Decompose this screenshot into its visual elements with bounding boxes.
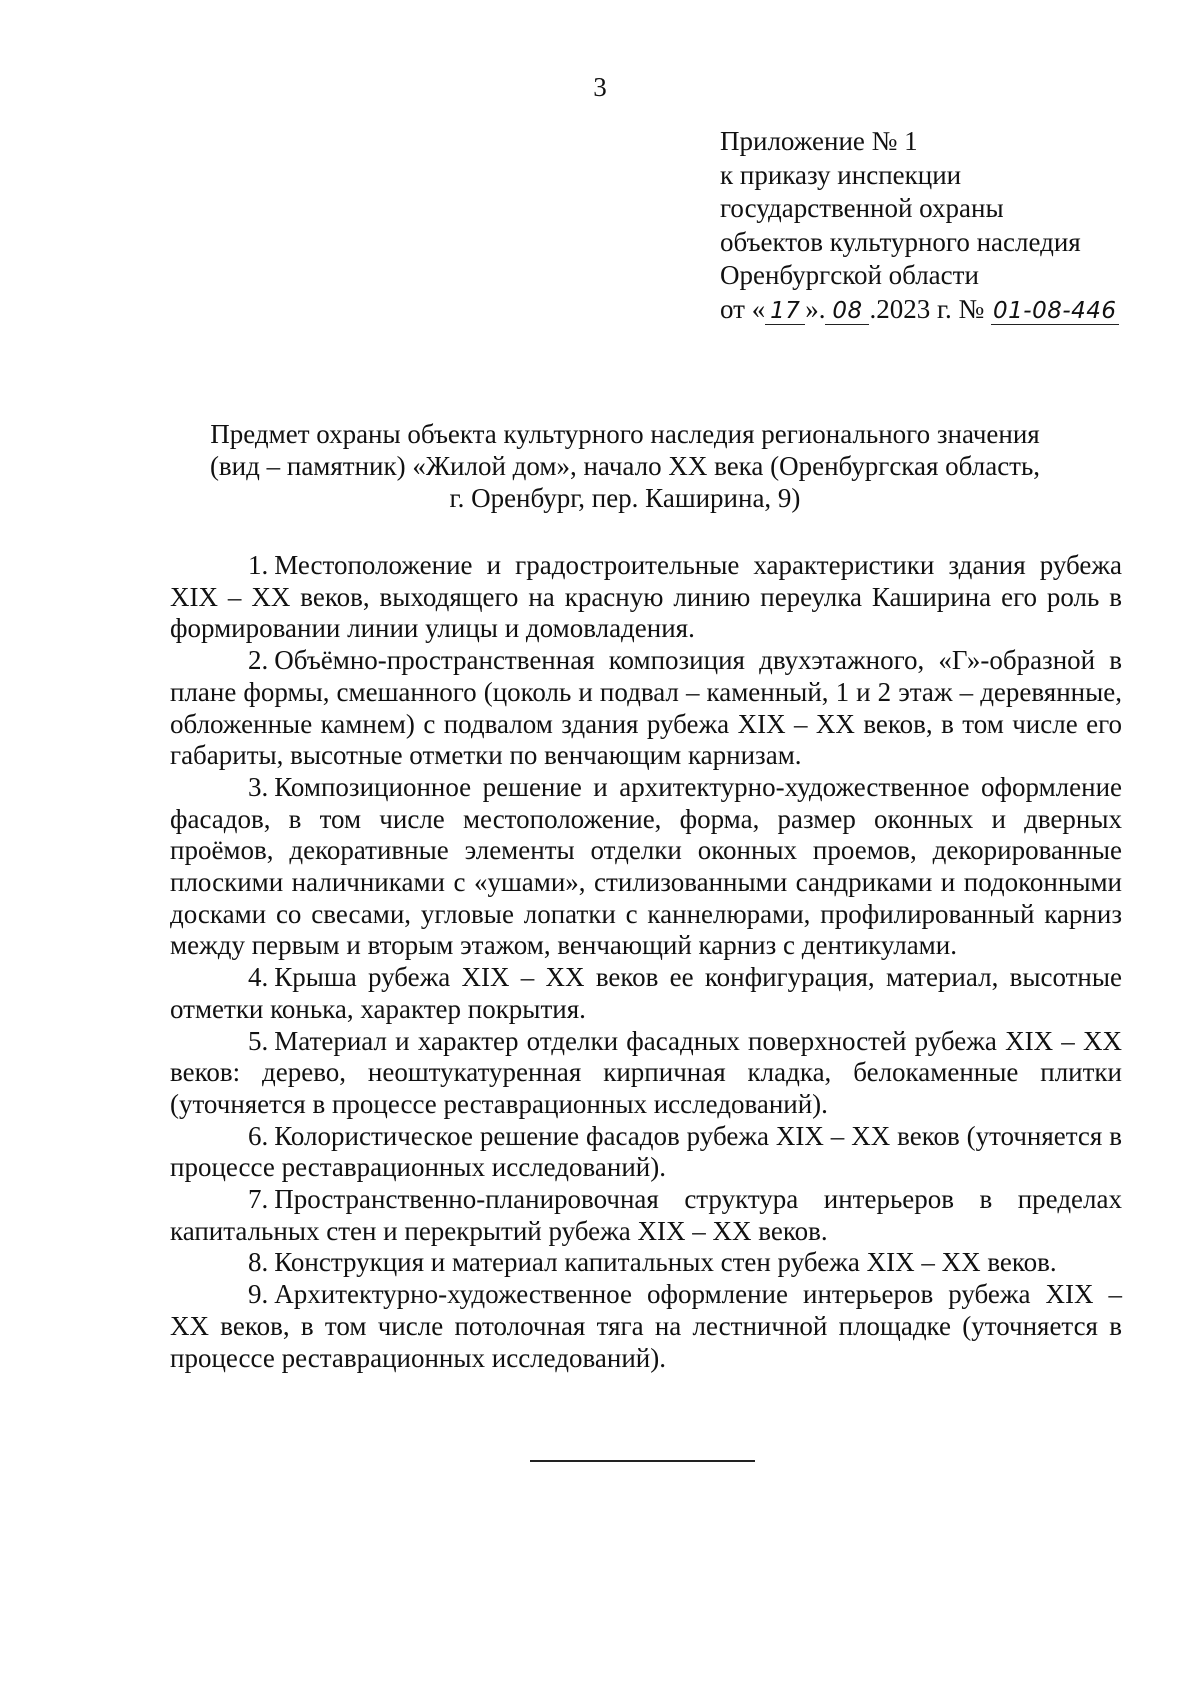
item-text: Конструкция и материал капитальных стен рубежа XIX – XX веков. [274, 1247, 1057, 1278]
list-item [170, 1247, 1122, 1279]
item-text: Материал и характер отделки фасадных поверхностей рубежа XIX – XX веков: дерево, неоштукатуренная кирпичная кладка, белокаменные плитки (уточняется в процессе реставрационных исследований). [170, 1025, 1122, 1119]
list-item [170, 645, 1122, 772]
page-number: 3 [593, 72, 607, 102]
appendix-line-3: государственной охраны [720, 193, 1004, 223]
appendix-header [720, 125, 1180, 326]
item-number: 5. [248, 1025, 269, 1056]
item-number: 1. [248, 550, 269, 580]
list-item [170, 962, 1122, 1025]
appendix-line-2: к приказу инспекции [720, 159, 962, 190]
title-line-1: Предмет охраны объекта культурного наследия регионального значения [210, 419, 1040, 449]
date-mid: ». [805, 293, 826, 324]
item-number: 2. [248, 645, 269, 676]
item-text: Архитектурно-художественное оформление интерьеров рубежа XIX – XX веков, в том числе потолочная тяга на лестничной площадке (уточняется в процессе реставрационных исследований). [170, 1279, 1122, 1373]
handwritten-date-day: 17 [765, 298, 805, 325]
list-item [170, 1026, 1122, 1121]
list-item [170, 772, 1122, 962]
item-number: 3. [248, 771, 269, 802]
item-text: Объёмно-пространственная композиция двухэтажного, «Г»-образной в плане формы, смешанного (цоколь и подвал – каменный, 1 и 2 этаж – деревянные, обложенные камнем) с подвалом здания рубежа XIX – XX веков, в том числе его габариты, высотные отметки по венчающим карнизам. [170, 645, 1122, 771]
appendix-line-5: Оренбургской области [720, 260, 979, 290]
appendix-date-line [720, 293, 1180, 327]
appendix-line-4: объектов культурного наследия [720, 226, 1081, 257]
date-prefix: от « [720, 293, 766, 324]
list-item [170, 1121, 1122, 1184]
end-divider-line [530, 1460, 755, 1462]
item-number: 9. [248, 1279, 269, 1310]
list-item [170, 550, 1122, 645]
item-number: 4. [248, 962, 269, 993]
handwritten-order-number: 01-08-446 [993, 297, 1117, 324]
handwritten-date-month: 08 [825, 298, 869, 325]
item-number: 7. [248, 1184, 269, 1215]
item-text: Композиционное решение и архитектурно-художественное оформление фасадов, в том числе местоположение, форма, размер оконных и дверных проёмов, декоративные элементы отделки оконных проемов, декорированные плоскими наличниками с «ушами», стилизованными сандриками и подоконными досками со свесами, угловые лопатки с каннелюрами, профилированный карниз между первым и вторым этажом, венчающий карниз с дентикулами. [170, 771, 1122, 961]
title-line-2: (вид – памятник) «Жилой дом», начало XX века (Оренбургская область, [209, 451, 1041, 481]
item-text: Пространственно-планировочная структура интерьеров в пределах капитальных стен и перекрытий рубежа XIX – XX веков. [170, 1184, 1122, 1246]
list-item [170, 1184, 1122, 1247]
item-text: Колористическое решение фасадов рубежа XIX – XX веков (уточняется в процессе реставрационных исследований). [170, 1120, 1122, 1183]
title-line-3: г. Оренбург, пер. Каширина, 9) [449, 483, 801, 513]
item-text: Крыша рубежа XIX – XX веков ее конфигурация, материал, высотные отметки конька, характер покрытия. [170, 962, 1122, 1024]
date-suffix: .2023 г. № [869, 293, 985, 324]
item-text: Местоположение и градостроительные характеристики здания рубежа XIX – XX веков, выходящего на красную линию переулка Каширина его роль в формировании линии улицы и домовладения. [170, 550, 1122, 644]
document-title [160, 418, 1090, 514]
appendix-line-1: Приложение № 1 [720, 126, 918, 156]
item-number: 8. [248, 1247, 269, 1278]
list-item [170, 1279, 1122, 1374]
item-number: 6. [248, 1120, 269, 1151]
protection-items-list [170, 550, 1122, 1374]
